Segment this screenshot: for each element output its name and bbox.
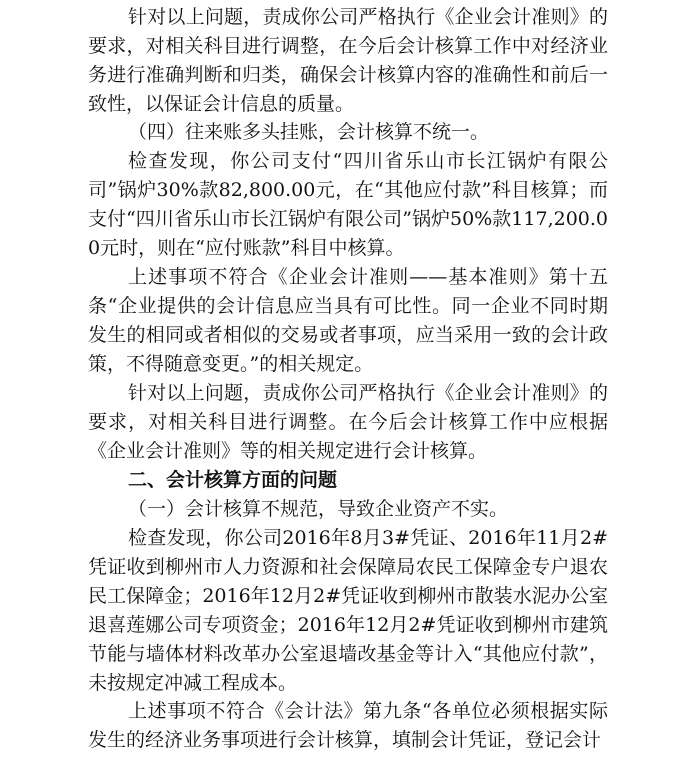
paragraph-finding-2: 检查发现，你公司2016年8月3#凭证、2016年11月2#凭证收到柳州市人力资源和社会保障局农民工保障金专户退农民工保障金；2016年12月2#凭证收到柳州市散装水泥办公室退喜莲娜公司专项资金；2016年12月2#凭证收到柳州市建筑节能与墙体材料改革办公室退墙改基金等计入“其他应付款”，未按规定冲减工程成本。 [88,527,608,694]
section-heading-4: （四）往来账多头挂账，会计核算不统一。 [128,121,490,143]
section-heading-1: （一）会计核算不规范，导致企业资产不实。 [128,498,509,520]
paragraph-finding-1: 检查发现，你公司支付“四川省乐山市长江锅炉有限公司”锅炉30%款82,800.00元，在“其他应付款”科目核算；而支付“四川省乐山市长江锅炉有限公司”锅炉50%款117,200.00元时，则在“应付账款”科目中核算。 [88,150,608,259]
chapter-heading-2: 二、会计核算方面的问题 [128,469,338,491]
paragraph-rectification-2: 针对以上问题，责成你公司严格执行《企业会计准则》的要求，对相关科目进行调整。在今后会计核算工作中应根据《企业会计准则》等的相关规定进行会计核算。 [88,382,608,462]
paragraph-regulation-2: 上述事项不符合《会计法》第九条“各单位必须根据实际发生的经济业务事项进行会计核算，填制会计凭证，登记会计 [88,700,608,751]
paragraph-regulation-1: 上述事项不符合《企业会计准则——基本准则》第十五条“企业提供的会计信息应当具有可比性。同一企业不同时期发生的相同或者相似的交易或者事项，应当采用一致的会计政策，不得随意变更。”的相关规定。 [88,266,608,375]
paragraph-rectification-1: 针对以上问题，责成你公司严格执行《企业会计准则》的要求，对相关科目进行调整，在今后会计核算工作中对经济业务进行准确判断和归类，确保会计核算内容的准确性和前后一致性，以保证会计信息的质量。 [88,6,608,115]
